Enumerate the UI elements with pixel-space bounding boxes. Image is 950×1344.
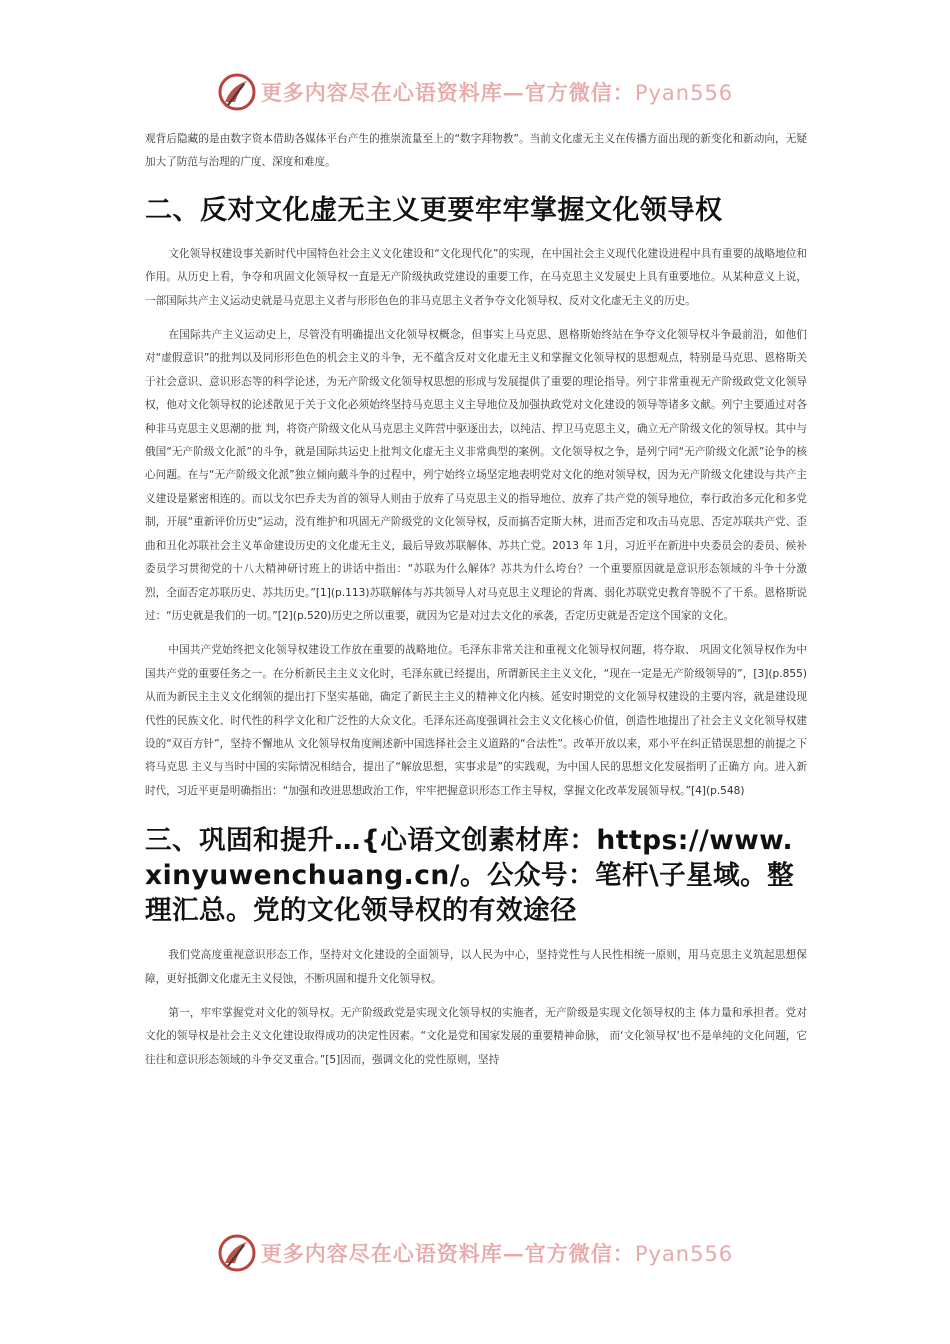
- section-3-heading: 三、巩固和提升…{心语文创素材库：https://www.xinyuwenchuang.cn/。公众号：笔杆\子星域。整理汇总。党的文化领导权的有效途径: [145, 825, 795, 927]
- section-2-heading: 二、反对文化虚无主义更要牢牢掌握文化领导权: [145, 194, 723, 226]
- header-banner: [0, 70, 950, 114]
- section-3-paragraph-2: 第一，牢牢掌握党对文化的领导权。无产阶级政党是实现文化领导权的实施者，无产阶级是实现文化领导权的主 体力量和承担者。党对文化的领导权是社会主义文化建设取得成功的决定性因素。“文化是党和国家发展的重要精神命脉， 而‘文化领导权’也不是单纯的文化问题，它往往和意识形态领域的斗争交叉重合。”[5]因而，强调文化的党性原则，坚持: [145, 1006, 807, 1066]
- banner-main-text: 更多内容尽在心语资料库—官方微信：: [260, 80, 635, 105]
- banner-main-text: 更多内容尽在心语资料库—官方微信：: [260, 1241, 635, 1266]
- section-2-paragraph-1: 文化领导权建设事关新时代中国特色社会主义文化建设和“文化现代化”的实现，在中国社会主义现代化建设进程中具有重要的战略地位和作用。从历史上看，争夺和巩固文化领导权一直是无产阶级执政党建设的重要工作，在马克思主义发展史上具有重要地位。从某种意义上说，一部国际共产主义运动史就是马克思主义者与形形色色的非马克思主义者争夺文化领导权、反对文化虚无主义的历史。: [145, 247, 807, 307]
- section-2-paragraph-3: 中国共产党始终把文化领导权建设工作放在重要的战略地位。毛泽东非常关注和重视文化领导权问题，将夺取、 巩固文化领导权作为中国共产党的重要任务之一。在分析新民主主义文化时，毛泽东就已经提出，所谓新民主主义文化，“现在一定是无产阶级领导的”，[3](p.855)从而为新民主主义文化纲领的提出打下坚实基础，确定了新民主主义的精神文化内核。延安时期党的文化领导权建设的主要内容，就是建设现代性的民族文化、时代性的科学文化和广泛性的大众文化。毛泽东还高度强调社会主义文化核心价值，创造性地提出了社会主义文化领导权建设的“双百方针”，坚持不懈地从 文化领导权角度阐述新中国选择社会主义道路的“合法性”。改革开放以来，邓小平在纠正错误思想的前提之下将马克思 主义与当时中国的实际情况相结合，提出了“解放思想，实事求是”的实践观，为中国人民的思想文化发展指明了正确方 向。进入新时代，习近平更是明确指出：“加强和改进思想政治工作，牢牢把握意识形态工作主导权，掌握文化改革发展领导权。”[4](p.548): [145, 644, 807, 797]
- intro-paragraph: 观背后隐藏的是由数字资本借助各媒体平台产生的推崇流量至上的“数字拜物教”。当前文化虚无主义在传播方面出现的新变化和新动向，无疑加大了防范与治理的广度、深度和难度。: [145, 133, 807, 169]
- brush-logo-icon: [217, 1233, 257, 1273]
- banner-wechat-id: Pyan556: [634, 81, 734, 105]
- section-3-paragraph-1: 我们党高度重视意识形态工作，坚持对文化建设的全面领导，以人民为中心，坚持党性与人民性相统一原则，用马克思主义筑起思想保障，更好抵御文化虚无主义侵蚀，不断巩固和提升文化领导权。: [145, 949, 807, 985]
- brush-logo-icon: [217, 72, 257, 112]
- banner-text: [261, 1238, 733, 1268]
- document-body: [145, 128, 807, 1072]
- banner-wechat-id: Pyan556: [634, 1242, 734, 1266]
- footer-banner: [0, 1231, 950, 1275]
- banner-text: [261, 77, 733, 107]
- section-2-paragraph-2: 在国际共产主义运动史上，尽管没有明确提出文化领导权概念，但事实上马克思、恩格斯始终站在争夺文化领导权斗争最前沿，如他们对“虚假意识”的批判以及同形形色色的机会主义的斗争，无不蕴含反对文化虚无主义和掌握文化领导权的思想观点，特别是马克思、恩格斯关于社会意识、意识形态等的科学论述，为无产阶级文化领导权思想的形成与发展提供了重要的理论指导。列宁非常重视无产阶级政党文化领导权，他对文化领导权的论述散见于关于文化必须始终坚持马克思主义主导地位及加强执政党对文化建设的领导等诸多文献。列宁主要通过对各种非马克思主义思潮的批 判，将资产阶级文化从马克思主义阵营中驱逐出去，以纯洁、捍卫马克思主义，确立无产阶级文化的领导权。其中与俄国“无产阶级文化派”的斗争，就是国际共运史上批判文化虚无主义非常典型的案例。文化领导权之争，是列宁同“无产阶级文化派”论争的核心问题。在与“无产阶级文化派”独立倾向戴斗争的过程中，列宁始终立场坚定地表明党对文化的绝对领导权，因为无产阶级文化建设与共产主义建设是紧密相连的。而以戈尔巴乔夫为首的领导人则由于放弃了马克思主义的指导地位、放弃了共产党的领导地位，奉行政治多元化和多党制，开展“重新评价历史”运动，没有维护和巩固无产阶级党的文化领导权，反而搞否定斯大林，进而否定和攻击马克思、否定苏联共产党、歪曲和丑化苏联社会主义革命建设历史的文化虚无主义，最后导致苏联解体、苏共亡党。2013 年 1月，习近平在新进中央委员会的委员、候补委员学习贯彻党的十八大精神研讨班上的讲话中指出：“苏联为什么解体？苏共为什么垮台？一个重要原因就是意识形态领域的斗争十分激烈，全面否定苏联历史、苏共历史。”[1](p.113)苏联解体与苏共领导人对马克思主义理论的背离、弱化苏联党史教育等脱不了干系。恩格斯说过：“历史就是我们的一切。”[2](p.520)历史之所以重要，就因为它是对过去文化的承袭，否定历史就是否定这个国家的文化。: [145, 329, 807, 622]
